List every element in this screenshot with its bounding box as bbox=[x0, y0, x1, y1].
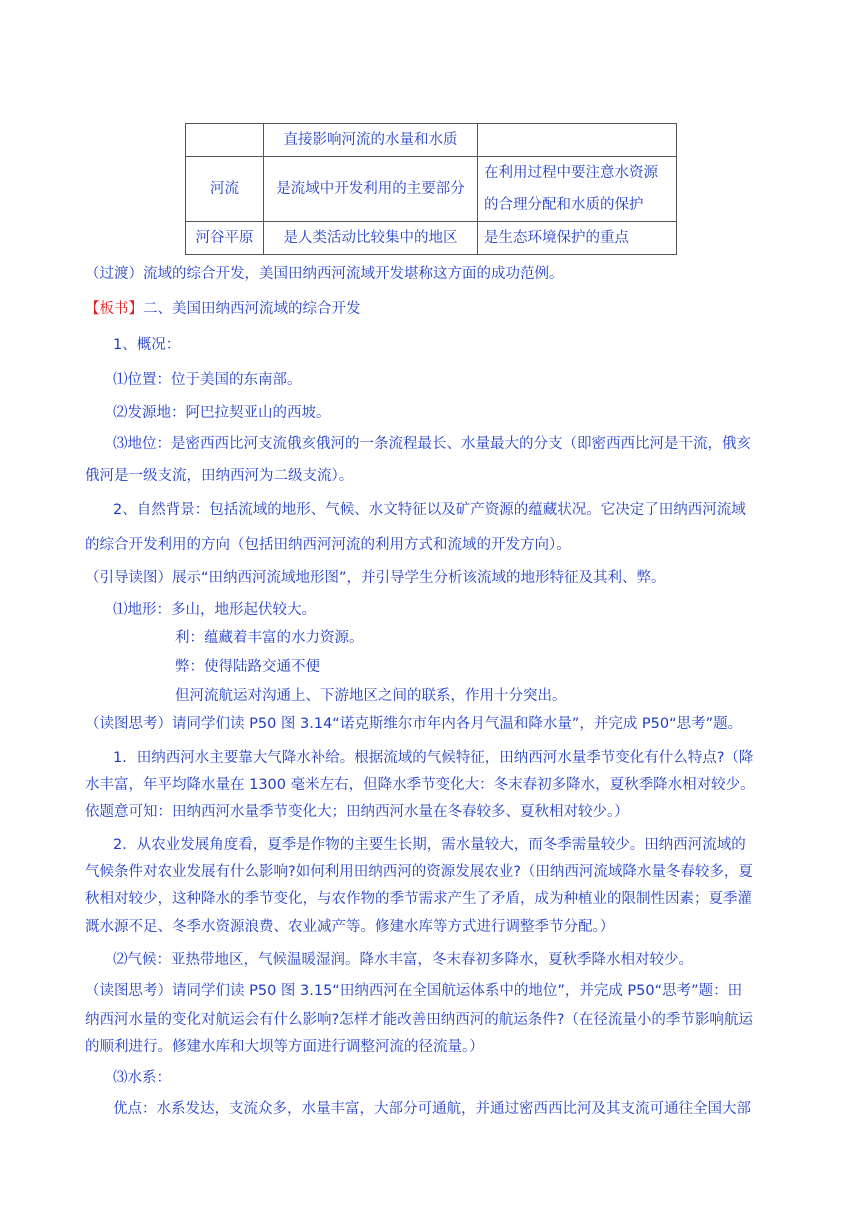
text-line: 的综合开发利用的方向（包括田纳西河河流的利用方式和流域的开发方向）。 bbox=[85, 537, 571, 553]
table-cell: 是流域中开发利用的主要部分 bbox=[264, 157, 478, 222]
text-line: 依题意可知：田纳西河水量季节变化大；田纳西河水量在冬春较多、夏秋相对较少。） bbox=[85, 804, 629, 820]
cell-line: 在利用过程中要注意水资源 bbox=[484, 165, 658, 181]
section-title: 二、美国田纳西河流域的综合开发 bbox=[143, 301, 361, 317]
comparison-table bbox=[185, 123, 677, 255]
text-line: 1．田纳西河水主要靠大气降水补给。根据流域的气候特征，田纳西河水量季节变化有什么特点?（降 bbox=[113, 750, 754, 766]
text-line: ⑵发源地：阿巴拉契亚山的西坡。 bbox=[113, 405, 331, 421]
text-line: ⑴位置：位于美国的东南部。 bbox=[113, 372, 302, 388]
text-line: 的顺利进行。修建水库和大坝等方面进行调整河流的径流量。） bbox=[85, 1039, 484, 1055]
table-row bbox=[186, 222, 677, 255]
table-row bbox=[186, 124, 677, 157]
cell-line: 的合理分配和水质的保护 bbox=[484, 197, 644, 213]
table-cell bbox=[478, 124, 677, 157]
text-line: 俄河是一级支流，田纳西河为二级支流）。 bbox=[85, 468, 354, 484]
text-line: 2．从农业发展角度看，夏季是作物的主要生长期，需水量较大，而冬季需量较少。田纳西河流域的 bbox=[113, 837, 746, 853]
text-line: 但河流航运对沟通上、下游地区之间的联系，作用十分突出。 bbox=[175, 688, 567, 704]
table-cell: 河谷平原 bbox=[186, 222, 264, 255]
text-line: 气候条件对农业发展有什么影响?如何利用田纳西河的资源发展农业?（田纳西河流域降水量冬春较多，夏 bbox=[85, 864, 753, 880]
table-cell: 是生态环境保护的重点 bbox=[478, 222, 677, 255]
text-line: 利：蕴藏着丰富的水力资源。 bbox=[175, 630, 364, 646]
table-cell: 是人类活动比较集中的地区 bbox=[264, 222, 478, 255]
section-heading bbox=[85, 299, 361, 319]
text-line: 2、自然背景：包括流域的地形、气候、水文特征以及矿产资源的蕴藏状况。它决定了田纳西河流域 bbox=[113, 502, 746, 518]
text-line: 1、概况： bbox=[113, 337, 181, 353]
text-line: 弊：使得陆路交通不便 bbox=[175, 659, 320, 675]
text-line: 秋相对较少，这种降水的季节变化，与农作物的季节需求产生了矛盾，成为种植业的限制性因素；夏季灌 bbox=[85, 891, 752, 907]
text-line: ⑵气候：亚热带地区，气候温暖湿润。降水丰富，冬末春初多降水，夏秋季降水相对较少。 bbox=[113, 952, 693, 968]
table-cell bbox=[478, 157, 677, 222]
text-line: ⑶地位：是密西西比河支流俄亥俄河的一条流程最长、水量最大的分支（即密西西比河是干流，俄亥 bbox=[113, 436, 751, 452]
text-line: 纳西河水量的变化对航运会有什么影响?怎样才能改善田纳西河的航运条件?（在径流量小的季节影响航运 bbox=[85, 1012, 753, 1028]
table-cell bbox=[186, 124, 264, 157]
text-line: 优点：水系发达，支流众多，水量丰富，大部分可通航，并通过密西西比河及其支流可通往全国大部 bbox=[113, 1101, 751, 1117]
board-tag: 【板书】 bbox=[85, 301, 143, 317]
text-line: （读图思考）请同学们读 P50 图 3.15“田纳西河在全国航运体系中的地位”，并完成 P50“思考”题：田 bbox=[85, 983, 743, 999]
text-line: （引导读图）展示“田纳西河流域地形图”，并引导学生分析该流域的地形特征及其利、弊。 bbox=[85, 570, 666, 586]
text-line: 水丰富，年平均降水量在 1300 毫米左右，但降水季节变化大：冬末春初多降水，夏秋季降水相对较少。 bbox=[85, 777, 755, 793]
table-cell: 河流 bbox=[186, 157, 264, 222]
transition-paragraph: （过渡）流域的综合开发，美国田纳西河流域开发堪称这方面的成功范例。 bbox=[85, 266, 564, 282]
table-row bbox=[186, 157, 677, 222]
text-line: 溉水源不足、冬季水资源浪费、农业减产等。修建水库等方式进行调整季节分配。） bbox=[85, 919, 615, 935]
table-cell: 直接影响河流的水量和水质 bbox=[264, 124, 478, 157]
text-line: ⑴地形：多山，地形起伏较大。 bbox=[113, 602, 316, 618]
text-line: （读图思考）请同学们读 P50 图 3.14“诺克斯维尔市年内各月气温和降水量”，并完成 P50“思考”题。 bbox=[85, 716, 743, 732]
text-line: ⑶水系： bbox=[113, 1070, 171, 1086]
